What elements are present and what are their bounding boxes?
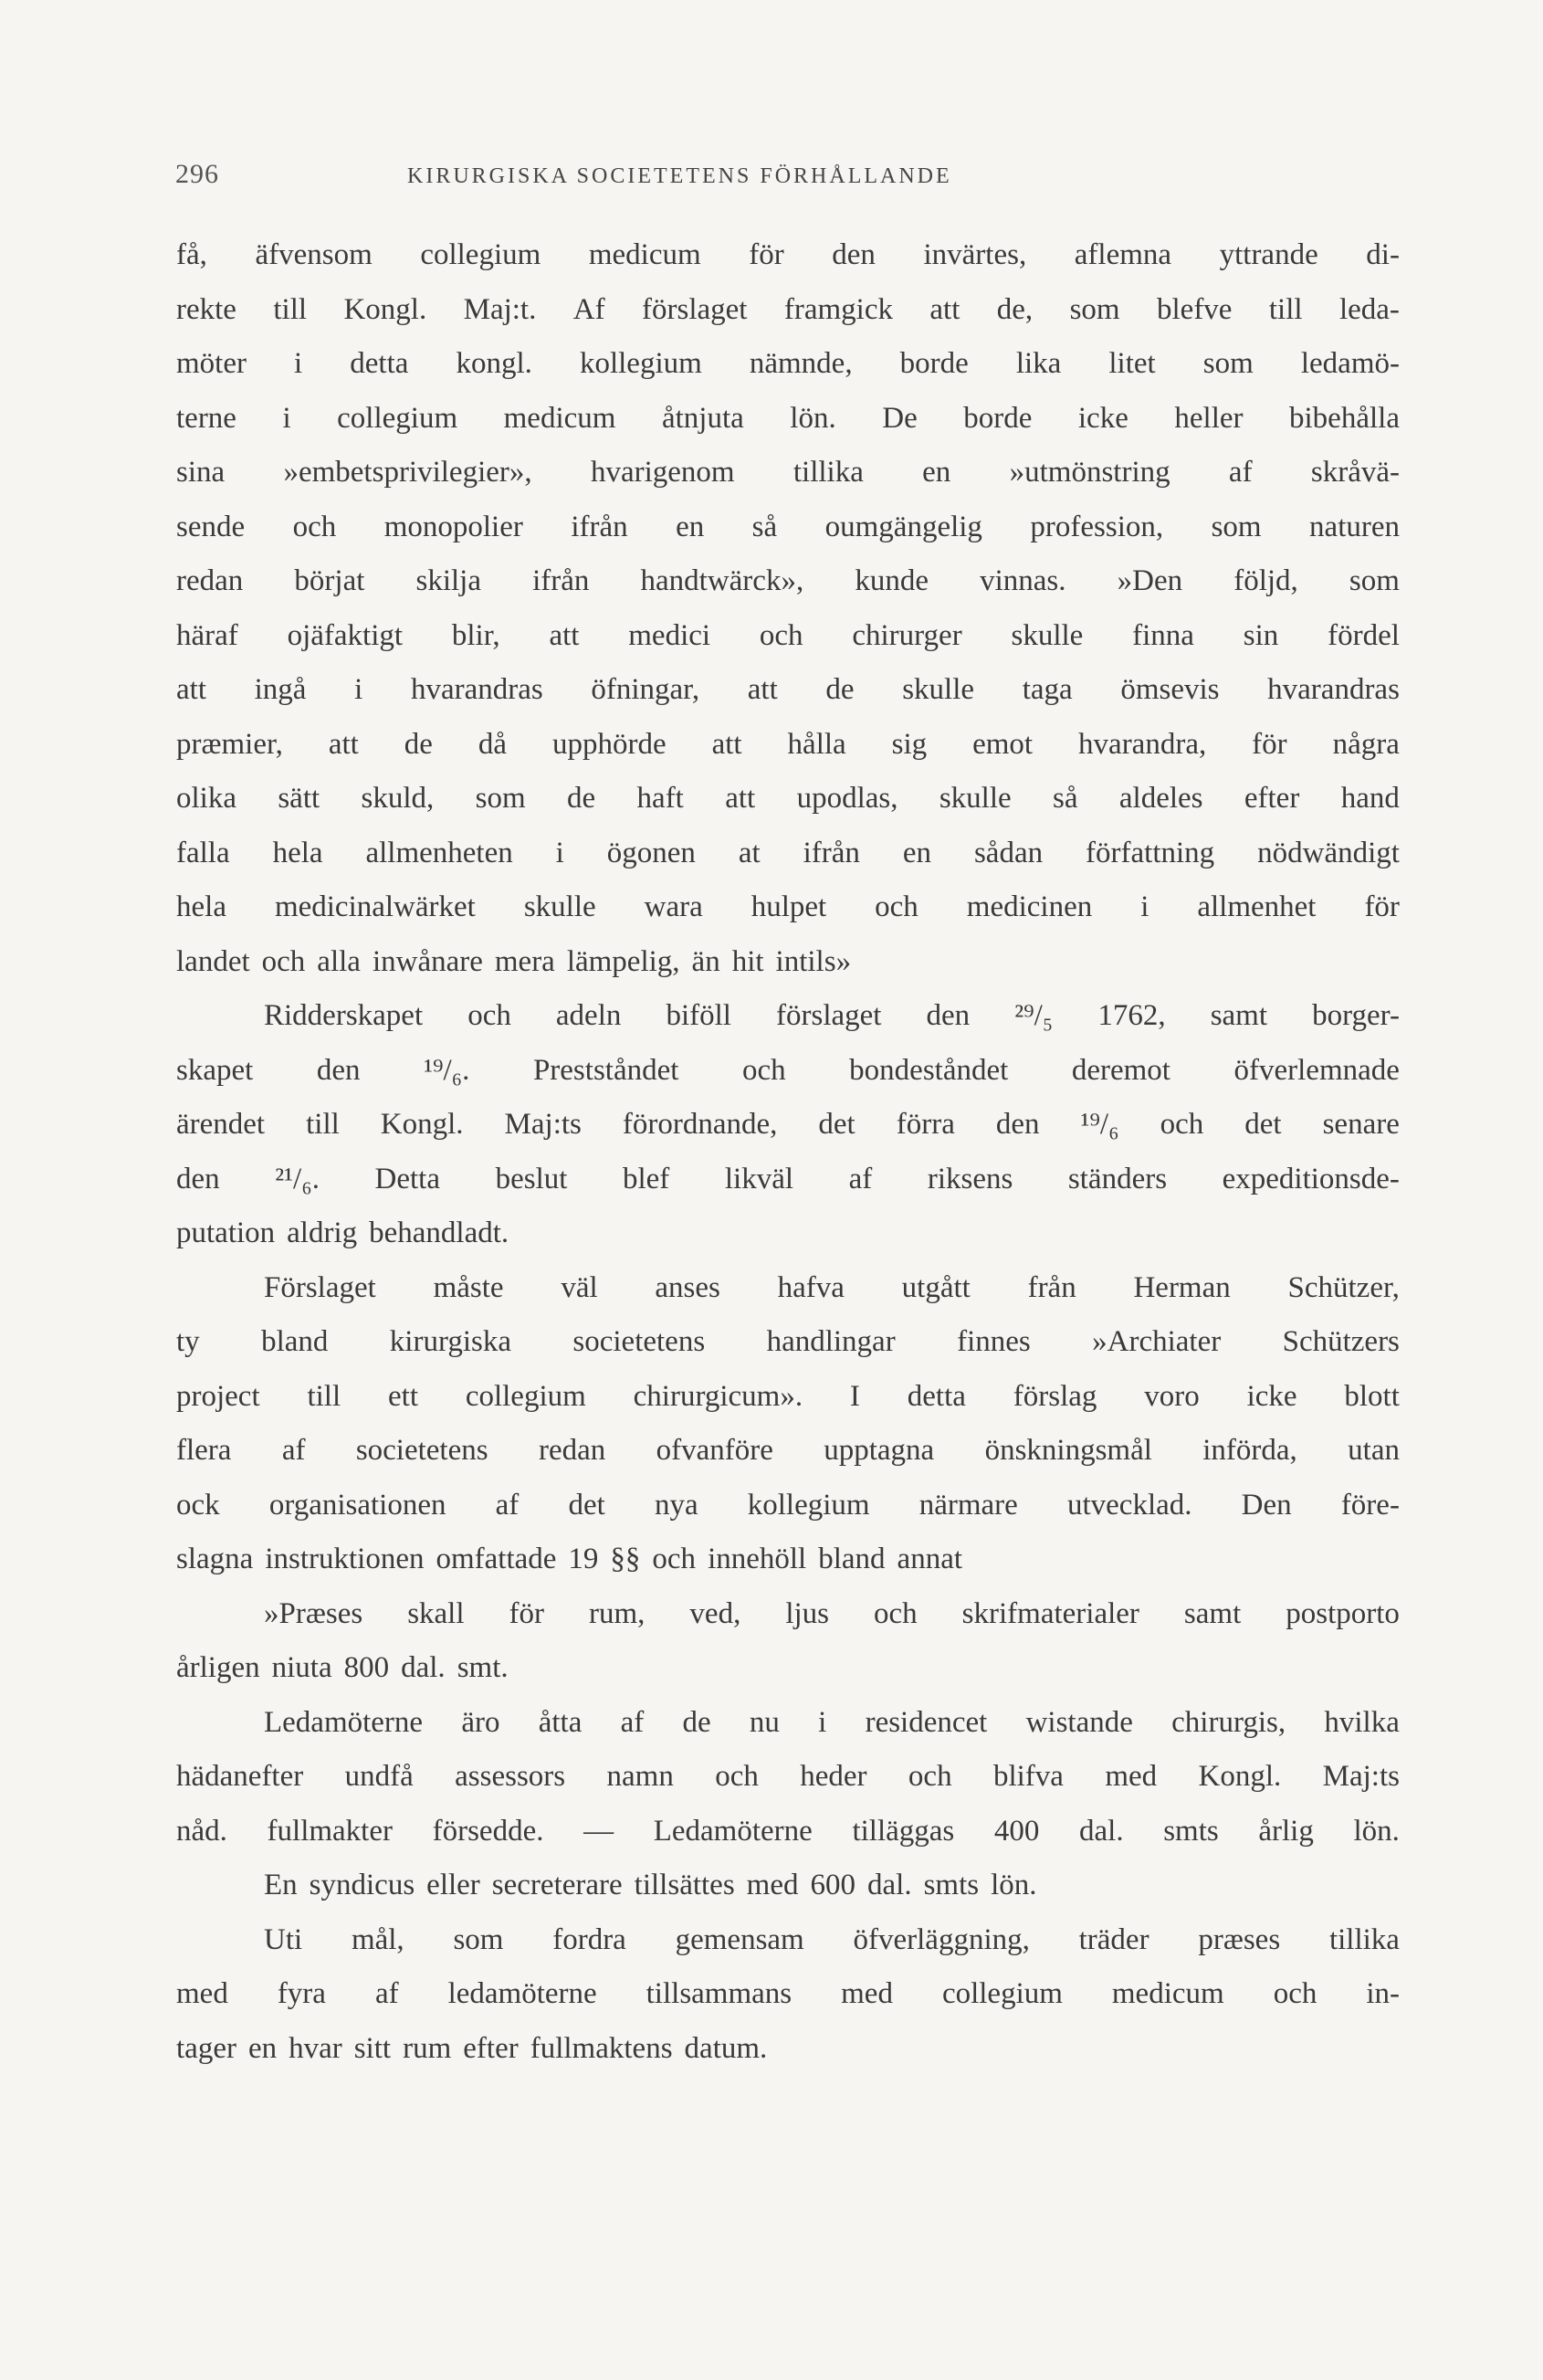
text-line: landet och alla inwånare mera lämpelig, än hit intils»	[176, 944, 852, 978]
text-line: rekte till Kongl. Maj:t. Af förslaget framgick att de, som blefve till leda-	[176, 292, 1400, 326]
text-line: sende och monopolier ifrån en så oumgängelig profession, som naturen	[176, 510, 1400, 543]
text-line: flera af societetens redan ofvanföre upptagna önskningsmål införda, utan	[176, 1434, 1400, 1467]
text-line: den ²¹/₆. Detta beslut blef likväl af riksens ständers expeditionsde-	[176, 1162, 1400, 1195]
text-line: att ingå i hvarandras öfningar, att de skulle taga ömsevis hvarandras	[176, 673, 1400, 706]
text-line: hela medicinalwärket skulle wara hulpet och medicinen i allmenhet för	[176, 890, 1400, 923]
text-line: slagna instruktionen omfattade 19 §§ och innehöll bland annat	[176, 1543, 963, 1575]
text-line: få, äfvensom collegium medicum för den invärtes, aflemna yttrande di-	[176, 238, 1400, 271]
running-title: KIRURGISKA SOCIETETENS FÖRHÅLLANDE	[407, 164, 952, 188]
text-line: ty bland kirurgiska societetens handlingar finnes »Archiater Schützers	[176, 1325, 1400, 1358]
text-line: skapet den ¹⁹/₆. Prestståndet och bondeståndet deremot öfverlemnade	[176, 1053, 1400, 1087]
text-line: tager en hvar sitt rum efter fullmaktens datum.	[176, 2031, 768, 2065]
text-line: sina »embetsprivilegier», hvarigenom tillika en »utmönstring af skråvä-	[176, 456, 1400, 489]
text-line: årligen niuta 800 dal. smt.	[176, 1651, 509, 1684]
text-line: nåd. fullmakter försedde. — Ledamöterne tilläggas 400 dal. smts årlig lön.	[176, 1814, 1400, 1848]
page-number: 296	[175, 159, 219, 189]
text-line: Uti mål, som fordra gemensam öfverläggning, träder præses tillika	[264, 1922, 1400, 1956]
text-line: ock organisationen af det nya kollegium närmare utvecklad. Den före-	[176, 1488, 1400, 1522]
text-line: Ledamöterne äro åtta af de nu i residencet wistande chirurgis, hvilka	[264, 1705, 1400, 1739]
text-line: häraf ojäfaktigt blir, att medici och chirurger skulle finna sin fördel	[176, 618, 1400, 652]
text-line: Förslaget måste väl anses hafva utgått från Herman Schützer,	[264, 1270, 1400, 1304]
text-line: falla hela allmenheten i ögonen at ifrån en sådan författning nödwändigt	[176, 836, 1400, 869]
text-line: putation aldrig behandladt.	[176, 1216, 509, 1249]
text-line: hädanefter undfå assessors namn och heder och blifva med Kongl. Maj:ts	[176, 1760, 1400, 1793]
text-line: möter i detta kongl. kollegium nämnde, borde lika litet som ledamö-	[176, 347, 1400, 380]
text-line: terne i collegium medicum åtnjuta lön. De borde icke heller bibehålla	[176, 401, 1400, 435]
text-line: »Præses skall för rum, ved, ljus och skrifmaterialer samt postporto	[264, 1596, 1400, 1630]
text-line: præmier, att de då upphörde att hålla sig emot hvarandra, för några	[176, 727, 1400, 761]
page-header	[0, 157, 1543, 194]
text-line: En syndicus eller secreterare tillsättes med 600 dal. smts lön.	[264, 1869, 1037, 1901]
text-line: Ridderskapet och adeln biföll förslaget den ²⁹/₅ 1762, samt borger-	[264, 999, 1400, 1032]
text-line: olika sätt skuld, som de haft att upodlas, skulle så aldeles efter hand	[176, 782, 1400, 815]
text-line: redan börjat skilja ifrån handtwärck», kunde vinnas. »Den följd, som	[176, 564, 1400, 597]
text-line: med fyra af ledamöterne tillsammans med collegium medicum och in-	[176, 1977, 1400, 2010]
body-text	[176, 228, 1400, 2076]
text-line: project till ett collegium chirurgicum». I detta förslag voro icke blott	[176, 1379, 1400, 1413]
text-line: ärendet till Kongl. Maj:ts förordnande, det förra den ¹⁹/₆ och det senare	[176, 1108, 1400, 1141]
